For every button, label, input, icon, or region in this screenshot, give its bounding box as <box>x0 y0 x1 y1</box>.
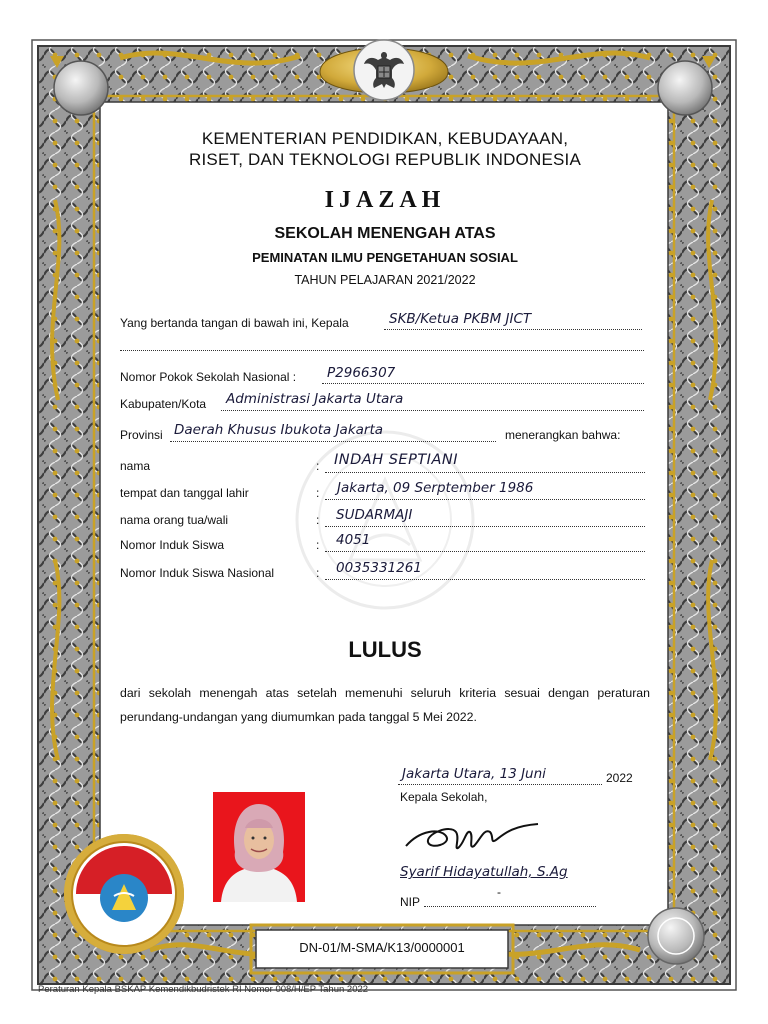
handwritten-signature <box>400 810 550 860</box>
nip-label: NIP <box>400 895 421 909</box>
field-dotline-name <box>325 472 645 473</box>
signer-label: Yang bertanda tangan di bawah ini, Kepala <box>120 316 349 330</box>
city-dotline <box>221 410 644 411</box>
field-dotline-parent <box>325 526 645 527</box>
field-colon: : <box>316 486 320 500</box>
field-dotline-birth <box>325 499 645 500</box>
city-label: Kabupaten/Kota <box>120 397 207 411</box>
field-colon: : <box>316 459 320 473</box>
document-title: IJAZAH <box>324 187 446 213</box>
field-value-birth: Jakarta, 09 Serptember 1986 <box>337 480 534 496</box>
document-number: DN-01/M-SMA/K13/0000001 <box>299 940 465 955</box>
signer-value: SKB/Ketua PKBM JICT <box>389 311 532 327</box>
npsn-value: P2966307 <box>327 365 396 381</box>
states-text: menerangkan bahwa: <box>505 428 621 442</box>
signature-role: Kepala Sekolah, <box>400 790 488 804</box>
signature-place-date: Jakarta Utara, 13 Juni <box>402 766 546 782</box>
garuda-emblem-icon <box>362 48 406 92</box>
graduation-statement: dari sekolah menengah atas setelah memenuhi seluruh kriteria sesuai dengan peraturan perundang-undangan yang diumumkan pada tanggal 5 Mei 2022. <box>120 686 650 724</box>
hologram-seal-icon <box>646 906 706 966</box>
field-colon: : <box>316 566 320 580</box>
academic-year: TAHUN PELAJARAN 2021/2022 <box>294 273 476 287</box>
signer-dotline <box>384 329 642 330</box>
field-dotline-nis <box>325 551 645 552</box>
ministry-line-2: RISET, DAN TEKNOLOGI REPUBLIK INDONESIA <box>189 150 581 169</box>
field-dotline-nisn <box>325 579 645 580</box>
regulation-footer: Peraturan Kepala BSKAP Kemendikbudristek RI Nomor 008/H/EP Tahun 2022 <box>38 984 369 995</box>
school-level: SEKOLAH MENENGAH ATAS <box>274 225 496 242</box>
tut-wuri-handayani-seal-icon <box>62 832 186 956</box>
ministry-name <box>120 128 650 170</box>
field-label-nisn: Nomor Induk Siswa Nasional <box>120 566 275 580</box>
field-label-parent: nama orang tua/wali <box>120 513 229 527</box>
field-label-nis: Nomor Induk Siswa <box>120 538 225 552</box>
npsn-dotline <box>322 383 644 384</box>
field-colon: : <box>316 513 320 527</box>
signature-year: 2022 <box>606 771 633 785</box>
student-photo <box>213 792 305 902</box>
npsn-label: Nomor Pokok Sekolah Nasional : <box>120 370 297 384</box>
ministry-line-1: KEMENTERIAN PENDIDIKAN, KEBUDAYAAN, <box>201 129 569 148</box>
major-name: PEMINATAN ILMU PENGETAHUAN SOSIAL <box>252 250 518 265</box>
nip-dotline <box>424 906 596 907</box>
principal-name: Syarif Hidayatullah, S.Ag <box>400 864 568 880</box>
signer-dotline-2 <box>120 350 644 351</box>
field-value-name: INDAH SEPTIANI <box>334 452 459 468</box>
city-value: Administrasi Jakarta Utara <box>226 391 404 407</box>
field-colon: : <box>316 538 320 552</box>
province-dotline <box>170 441 496 442</box>
field-value-parent: SUDARMAJI <box>336 507 413 523</box>
field-value-nis: 4051 <box>336 532 371 548</box>
province-label: Provinsi <box>120 428 163 442</box>
field-label-name: nama <box>120 459 151 473</box>
field-label-birth: tempat dan tanggal lahir <box>120 486 249 500</box>
nip-value: - <box>497 885 501 899</box>
graduation-status: LULUS <box>348 637 422 662</box>
signature-date-dotline <box>398 784 602 785</box>
province-value: Daerah Khusus Ibukota Jakarta <box>174 422 384 438</box>
field-value-nisn: 0035331261 <box>336 560 422 576</box>
